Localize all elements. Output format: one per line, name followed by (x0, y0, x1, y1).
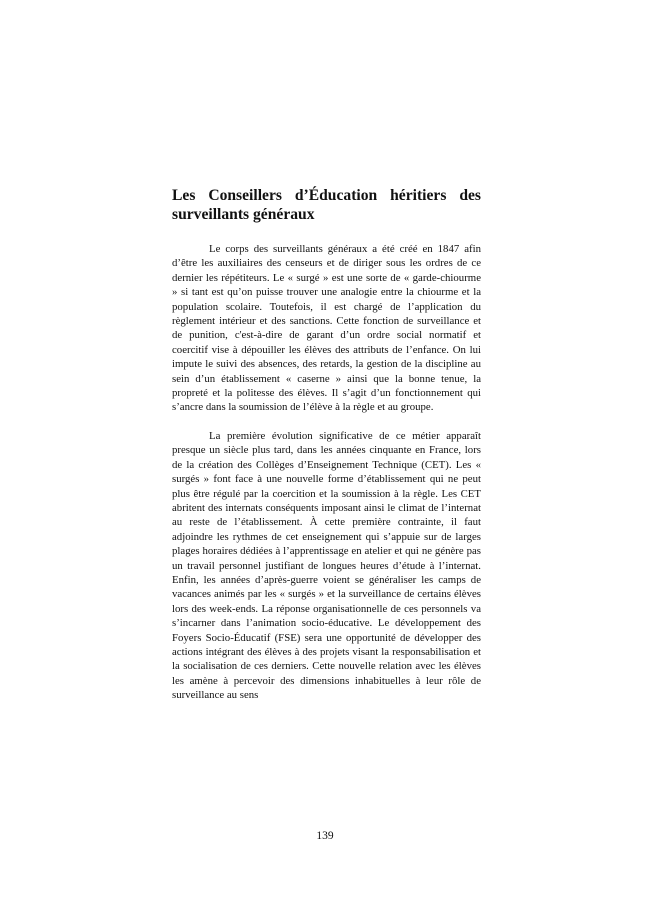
paragraph-1: Le corps des surveillants généraux a été créé en 1847 afin d’être les auxiliaires des censeurs et de diriger sous les ordres de ce dernier les répétiteurs. Le « surgé » est une sorte de « garde-chiourme » si tant est qu’on puisse trouver une analogie entre la chiourme et la population scolaire. Toutefois, il est chargé de l’application du règlement intérieur et des sanctions. Cette fonction de surveillance et de punition, c'est-à-dire de garant d’un ordre social normatif et coercitif vise à dépouiller les élèves des attributs de l’enfance. On lui impute le suivi des absences, des retards, la gestion de la discipline au sein d’un établissement « caserne » ainsi que la bonne tenue, la propreté et la politesse des élèves. Il s’agit d’un fonctionnement qui s’ancre dans la soumission de l’élève à la règle et au groupe. (172, 243, 481, 414)
section-heading: Les Conseillers d’Éducation héritiers des surveillants généraux (172, 187, 481, 223)
page-number: 139 (316, 830, 334, 842)
page-body (172, 186, 481, 703)
paragraph-2: La première évolution significative de ce métier apparaît presque un siècle plus tard, dans les années cinquante en France, lors de la création des Collèges d’Enseignement Technique (CET). Les « surgés » font face à une nouvelle forme d’établissement qui ne peut plus être régulé par la coercition et la soumission à la règle. Les CET abritent des internats conséquents imposant ainsi le climat de l’internat au reste de l’établissement. À cette première contrainte, il faut adjoindre les rythmes de cet enseignement qui s’appuie sur de larges plages horaires dédiées à l’apprentissage en atelier et qui ne génère pas un travail personnel justifiant de longues heures d’étude à l’internat. Enfin, les années d’après-guerre voient se généraliser les camps de vacances animés par les « surgés » et la surveillance de certains élèves lors des week-ends. La réponse organisationnelle de ces personnels va s’incarner dans l’animation socio-éducative. Le développement des Foyers Socio-Éducatif (FSE) sera une opportunité de développer des actions intégrant des élèves à des projets visant la responsabilisation et la socialisation de ces derniers. Cette nouvelle relation avec les élèves les amène à percevoir des dimensions inhabituelles à leur rôle de surveillance au sens (172, 429, 481, 702)
